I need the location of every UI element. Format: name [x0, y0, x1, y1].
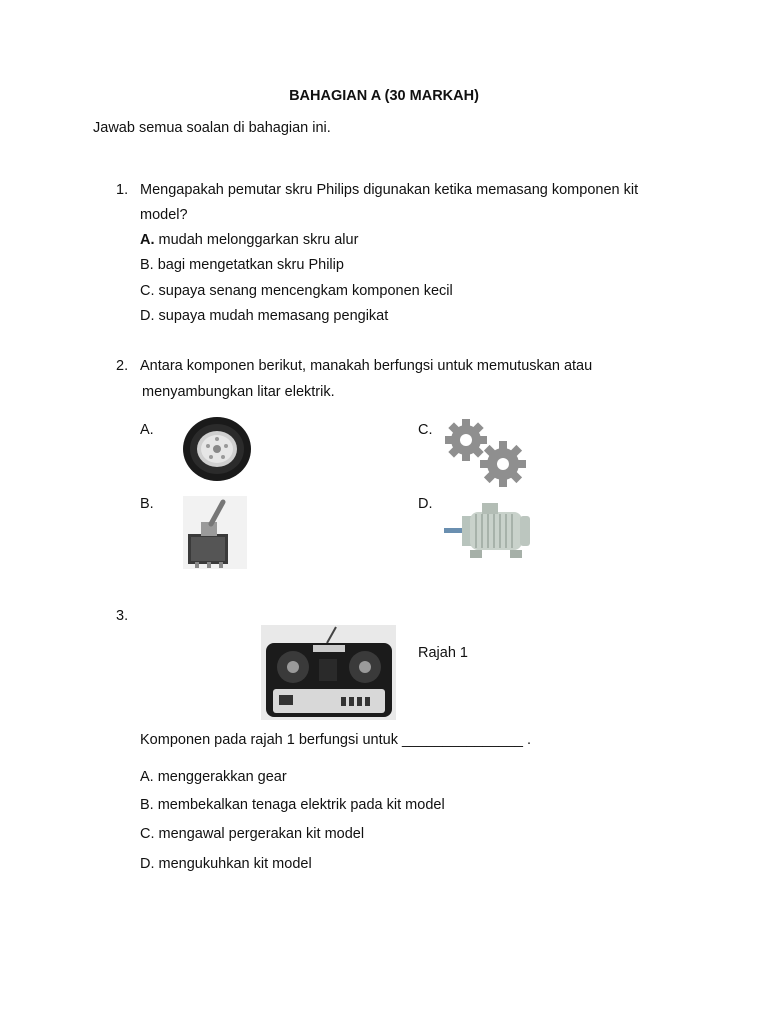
option-d: D. mengukuhkan kit model — [140, 856, 312, 872]
option-b-label: B. — [140, 496, 154, 512]
option-d-label: D. — [418, 496, 433, 512]
question-text-continued: menyambungkan litar elektrik. — [142, 384, 335, 400]
option-a — [140, 232, 358, 248]
option-b: B. membekalkan tenaga elektrik pada kit model — [140, 797, 445, 813]
option-b: B. bagi mengetatkan skru Philip — [140, 257, 344, 273]
question-text-continued: model? — [140, 207, 188, 223]
question-number: 2. — [116, 358, 129, 374]
question-number: 1. — [116, 182, 129, 198]
question-number: 3. — [116, 608, 129, 624]
electric-motor-image — [444, 500, 534, 564]
option-c: C. supaya senang mencengkam komponen kecil — [140, 283, 453, 299]
option-c: C. mengawal pergerakan kit model — [140, 826, 365, 842]
option-a: A. menggerakkan gear — [140, 769, 287, 785]
option-d: D. supaya mudah memasang pengikat — [140, 308, 389, 324]
toggle-switch-image — [183, 496, 247, 569]
rc-transmitter-image — [261, 625, 396, 720]
question-text: Komponen pada rajah 1 berfungsi untuk _______________ . — [140, 732, 532, 748]
option-a-label: A. — [140, 422, 154, 438]
option-c-label: C. — [418, 422, 433, 438]
option-a-letter: A. — [140, 232, 155, 248]
question-text: Antara komponen berikut, manakah berfungsi untuk memutuskan atau — [140, 358, 593, 374]
tyre-image — [182, 415, 254, 483]
figure-caption: Rajah 1 — [418, 645, 468, 661]
option-a-text: mudah melonggarkan skru alur — [154, 232, 359, 248]
question-text: Mengapakah pemutar skru Philips digunakan ketika memasang komponen kit — [140, 182, 639, 198]
gears-image — [443, 418, 531, 488]
section-title: BAHAGIAN A (30 MARKAH) — [289, 88, 479, 104]
instruction-text: Jawab semua soalan di bahagian ini. — [93, 120, 331, 136]
